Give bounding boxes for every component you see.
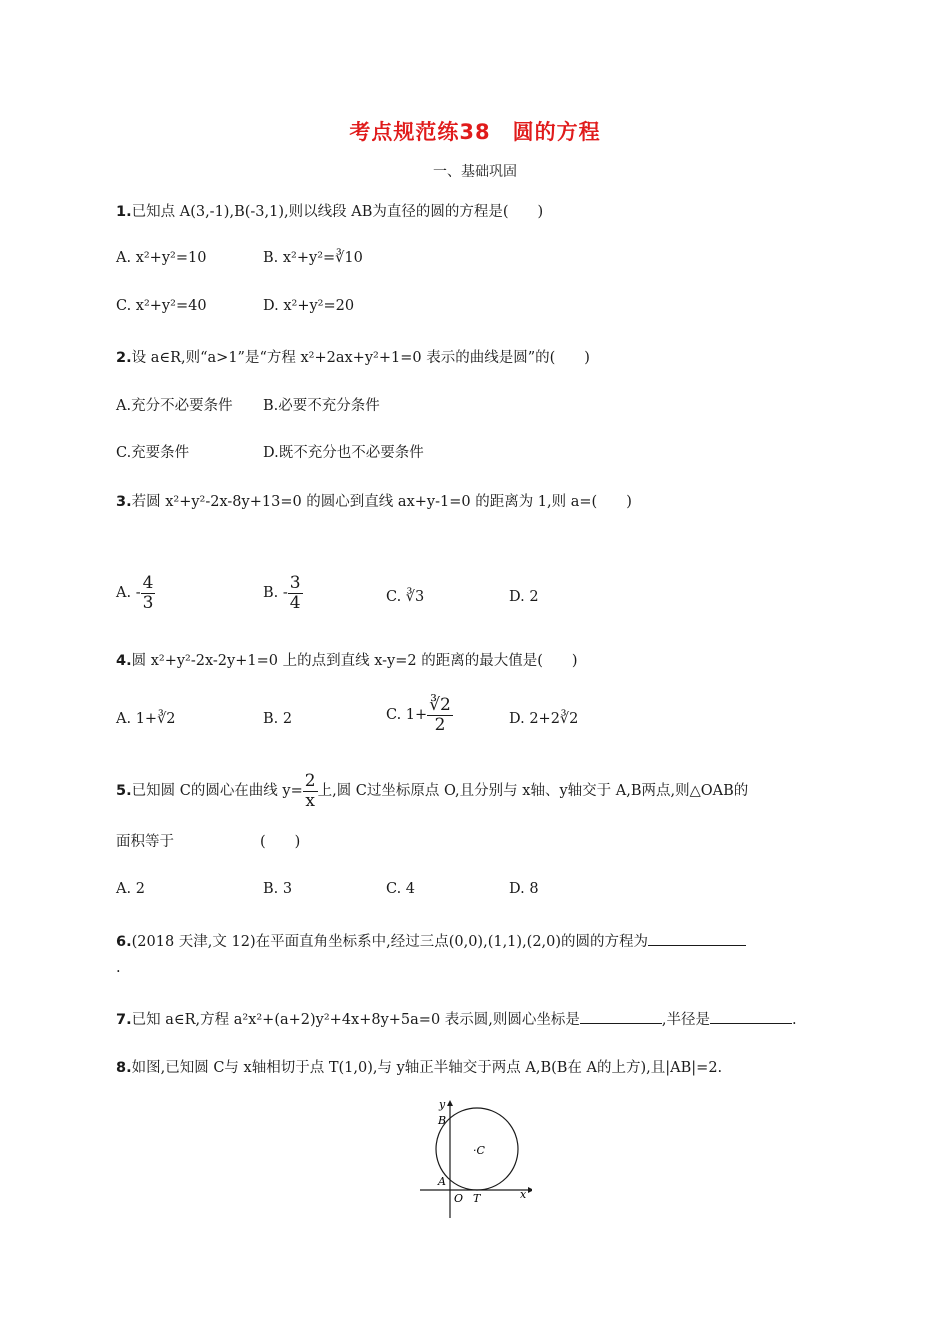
q3-option-b: B. - $\frac{3}{4}$ (263, 573, 301, 613)
x-axis-arrow (528, 1187, 532, 1193)
question-1 (116, 200, 543, 221)
page-title: 考点规范练38 圆的方程 (349, 120, 601, 144)
q2-option-a: A.充分不必要条件 (116, 398, 233, 414)
question-number: 3. (116, 494, 132, 510)
question-number: 4. (116, 653, 132, 669)
question-stem: 已知圆 C的圆心在曲线 y= (131, 783, 303, 800)
q4-option-b: B. 2 (263, 711, 293, 727)
question-stem: 设 a∈R,则“a>1”是“方程 x²+2ax+y²+1=0 表示的曲线是圆”的( ) (131, 350, 590, 366)
question-stem: 已知点 A(3,-1),B(-3,1),则以线段 AB为直径的圆的方程是( ) (131, 204, 544, 220)
q2-option-b: B.必要不充分条件 (263, 398, 380, 414)
answer-bracket: ( ) (260, 834, 301, 850)
label-x: x (520, 1188, 527, 1201)
fraction: $\frac{∛2}{2}$ (429, 695, 451, 735)
q5-option-a: A. 2 (116, 881, 145, 897)
question-number: 7. (116, 1012, 132, 1028)
question-stem: 圆 x²+y²-2x-2y+1=0 上的点到直线 x-y=2 的距离的最大值是( ) (131, 653, 578, 669)
answer-blank-radius (710, 1009, 792, 1024)
q3-option-d: D. 2 (509, 589, 539, 605)
label-b: B (438, 1114, 447, 1127)
question-number: 5. (116, 783, 132, 800)
question-stem: (2018 天津,文 12)在平面直角坐标系中,经过三点(0,0),(1,1),(2,0)的圆的方程为 (131, 934, 649, 950)
question-7: 7.已知 a∈R,方程 a²x²+(a+2)y²+4x+8y+5a=0 表示圆,则圆心坐标是 ,半径是 . (116, 1008, 797, 1029)
fraction: $\frac{3}{4}$ (289, 573, 301, 613)
question-stem: 如图,已知圆 C与 x轴相切于点 T(1,0),与 y轴正半轴交于两点 A,B(B在 A的上方),且|AB|=2. (131, 1060, 723, 1076)
question-2 (116, 346, 590, 367)
question-stem: 已知 a∈R,方程 a²x²+(a+2)y²+4x+8y+5a=0 表示圆,则圆心坐标是 (131, 1012, 580, 1028)
question-5-line-2: 面积等于 ( ) (116, 834, 301, 850)
q1-option-c: C. x²+y²=40 (116, 298, 207, 314)
q4-option-a: A. 1+∛2 (116, 711, 176, 727)
question-6-tail: . (116, 960, 121, 976)
q3-option-c: C. ∛3 (386, 589, 425, 605)
q5-option-c: C. 4 (386, 881, 416, 897)
label-t: T (473, 1192, 481, 1205)
q4-option-d: D. 2+2∛2 (509, 711, 579, 727)
q1-option-a: A. x²+y²=10 (116, 250, 207, 266)
label-o: O (454, 1192, 464, 1205)
circle-diagram (416, 1098, 532, 1222)
label-c: ·C (473, 1144, 485, 1157)
question-4 (116, 649, 578, 670)
label-y: y (439, 1098, 446, 1111)
question-3 (116, 490, 632, 511)
q1-option-d: D. x²+y²=20 (263, 298, 355, 314)
fraction: $\frac{4}{3}$ (142, 573, 154, 613)
answer-blank (648, 931, 746, 946)
q4-option-c: C. 1+ $\frac{∛2}{2}$ (386, 695, 451, 735)
question-number: 1. (116, 204, 132, 220)
question-number: 8. (116, 1060, 132, 1076)
fraction: $\frac{2}{x}$ (304, 771, 316, 811)
question-stem: 若圆 x²+y²-2x-8y+13=0 的圆心到直线 ax+y-1=0 的距离为 1,则 a=( ) (131, 494, 632, 510)
question-5 (116, 772, 748, 810)
question-6 (116, 930, 746, 951)
q1-option-b: B. x²+y²=∛10 (263, 250, 363, 266)
answer-blank-center (580, 1009, 662, 1024)
q2-option-d: D.既不充分也不必要条件 (263, 445, 424, 461)
y-axis-arrow (447, 1100, 453, 1106)
q5-option-d: D. 8 (509, 881, 539, 897)
q2-option-c: C.充要条件 (116, 445, 190, 461)
question-number: 6. (116, 934, 132, 950)
section-heading: 一、基础巩固 (433, 164, 517, 180)
q5-option-b: B. 3 (263, 881, 293, 897)
question-8 (116, 1056, 722, 1077)
question-number: 2. (116, 350, 132, 366)
question-stem-cont: 上,圆 C过坐标原点 O,且分别与 x轴、y轴交于 A,B两点,则△OAB的 (317, 783, 749, 800)
q3-option-a: A. - $\frac{4}{3}$ (116, 573, 154, 613)
label-a: A (438, 1175, 446, 1188)
